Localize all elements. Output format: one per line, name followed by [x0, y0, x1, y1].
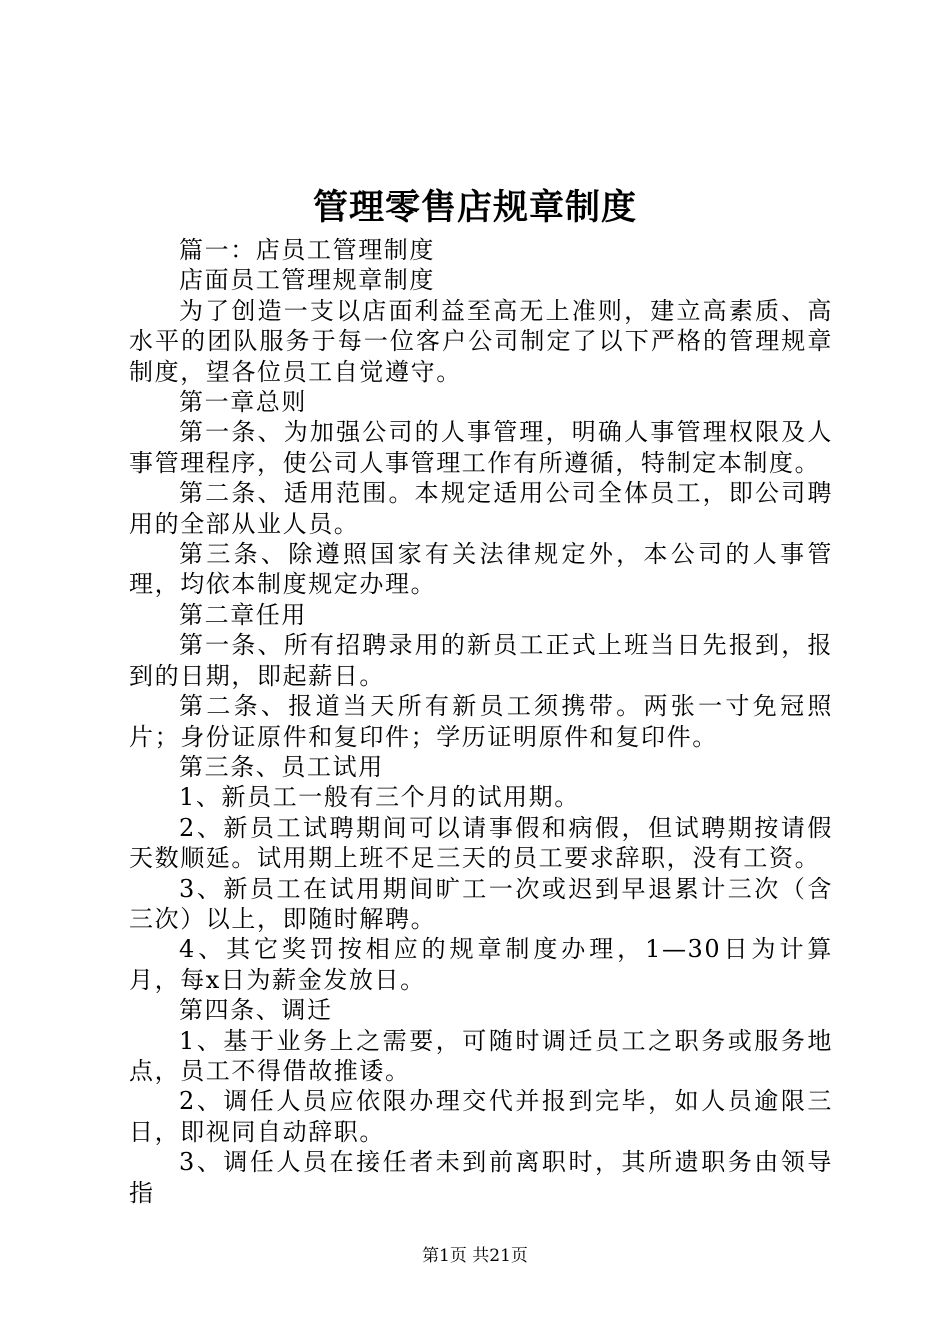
list-item: 3、新员工在试用期间旷工一次或迟到早退累计三次（含三次）以上，即随时解聘。 — [129, 874, 833, 933]
page-number-footer: 第1页 共21页 — [422, 1246, 528, 1266]
paragraph: 第一条、所有招聘录用的新员工正式上班当日先报到，报到的日期，即起薪日。 — [129, 631, 833, 690]
section-heading: 第四条、调迁 — [179, 996, 333, 1025]
list-item: 3、调任人员在接任者未到前离职时，其所遗职务由领导指 — [129, 1148, 833, 1207]
paragraph: 第一条、为加强公司的人事管理，明确人事管理权限及人事管理程序，使公司人事管理工作有所遵循，特制定本制度。 — [129, 418, 833, 477]
paragraph: 第二条、报道当天所有新员工须携带。两张一寸免冠照片；身份证原件和复印件；学历证明原件和复印件。 — [129, 692, 833, 751]
document-title: 管理零售店规章制度 — [312, 187, 637, 228]
paragraph: 店面员工管理规章制度 — [179, 266, 435, 295]
list-item: 4、其它奖罚按相应的规章制度办理，1—30日为计算月，每x日为薪金发放日。 — [129, 935, 833, 994]
paragraph: 篇一：店员工管理制度 — [179, 236, 435, 264]
document-body — [129, 235, 833, 1208]
section-heading: 第三条、员工试用 — [179, 752, 384, 781]
list-item: 2、调任人员应依限办理交代并报到完毕，如人员逾限三日，即视同自动辞职。 — [129, 1087, 833, 1146]
paragraph: 为了创造一支以店面利益至高无上准则，建立高素质、高水平的团队服务于每一位客户公司制定了以下严格的管理规章制度，望各位员工自觉遵守。 — [129, 296, 833, 386]
list-item: 1、基于业务上之需要，可随时调迁员工之职务或服务地点，员工不得借故推诿。 — [129, 1026, 833, 1085]
paragraph: 第三条、除遵照国家有关法律规定外，本公司的人事管理，均依本制度规定办理。 — [129, 540, 833, 599]
paragraph: 第二条、适用范围。本规定适用公司全体员工，即公司聘用的全部从业人员。 — [129, 479, 833, 538]
chapter-heading: 第一章总则 — [179, 388, 307, 417]
list-item: 1、新员工一般有三个月的试用期。 — [179, 783, 580, 812]
chapter-heading: 第二章任用 — [179, 600, 307, 629]
list-item: 2、新员工试聘期间可以请事假和病假，但试聘期按请假天数顺延。试用期上班不足三天的员工要求辞职，没有工资。 — [129, 813, 833, 873]
